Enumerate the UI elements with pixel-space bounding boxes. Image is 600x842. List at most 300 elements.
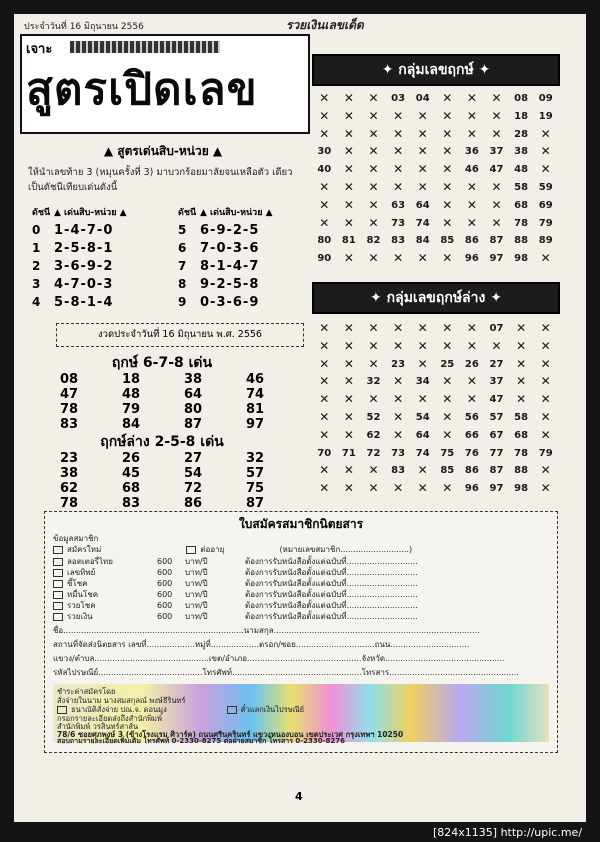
crossed-out-number: ✕ [393,144,404,159]
crossed-out-number: ✕ [343,481,354,496]
table-number: 78 [59,402,79,417]
crossed-out-number: ✕ [343,321,354,335]
crossed-out-number: ✕ [540,251,551,266]
crossed-out-number: ✕ [393,321,404,335]
grid-number: 66 [464,429,479,441]
crossed-out-number: ✕ [466,126,477,141]
title-kicker: เจาะ [26,42,53,57]
formula-index: 1 [32,241,41,255]
page-number: 4 [295,790,303,803]
crossed-out-number: ✕ [393,179,404,194]
payment-section [53,684,549,745]
crossed-out-number: ✕ [442,126,453,141]
crossed-out-number: ✕ [466,91,477,105]
crossed-out-number: ✕ [540,392,551,407]
grid-number: 40 [317,164,332,176]
formula-value: 2-5-8-1 [54,240,114,256]
fill-note: กรอกรายละเอียดส่งถึงสำนักพิมพ์ [57,714,162,723]
value-header: ▲ เด่นสิบ-หน่วย ▲ [54,208,127,218]
crossed-out-number: ✕ [368,321,379,335]
start-issue-note: ต้องการรับหนังสือตั้งแต่ฉบับที่............................ [245,568,418,577]
grid-number: 28 [514,128,529,140]
magazine-checkbox[interactable] [53,580,63,588]
grid-number: 54 [415,411,430,423]
crossed-out-number: ✕ [319,409,330,424]
formula-row [32,257,168,275]
new-member-checkbox[interactable] [53,546,63,554]
upper-number-table [38,352,286,432]
grid-number: 47 [489,164,504,176]
formula-index: 9 [178,295,187,309]
grid-number: 68 [514,199,529,211]
grid-number: 88 [514,235,529,247]
crossed-out-number: ✕ [540,144,551,159]
title-box [20,34,310,134]
formula-value: 4-7-0-3 [54,276,114,292]
table-number: 45 [121,466,141,481]
grid-number: 30 [317,146,332,158]
grid-number: 23 [391,358,406,370]
crossed-out-number: ✕ [368,338,379,353]
grid-number: 98 [514,253,529,265]
crossed-out-number: ✕ [393,251,404,266]
district-field[interactable]: แขวง/ตำบล.............................................เขต/อำเภอ.............................................จังหวัด............................................... [53,654,505,663]
crossed-out-number: ✕ [368,108,379,123]
magazine-checkbox[interactable] [53,591,63,599]
crossed-out-number: ✕ [393,374,404,389]
table-number: 38 [183,372,203,387]
grid-number: 32 [366,376,381,388]
table-number: 62 [59,481,79,496]
crossed-out-number: ✕ [516,374,527,389]
grid-number: 96 [464,253,479,265]
table-number: 47 [59,387,79,402]
grid-number: 71 [341,447,356,459]
formula-index: 5 [178,223,187,237]
price-unit: บาท/ปี [185,579,208,588]
grid-number: 52 [366,411,381,423]
price-unit: บาท/ปี [185,568,208,577]
renew-checkbox[interactable] [186,546,196,554]
table-number: 18 [121,372,141,387]
grid-number: 58 [514,411,529,423]
member-number-field[interactable]: (หมายเลขสมาชิก...........................) [279,545,413,554]
table-number: 48 [121,387,141,402]
crossed-out-number: ✕ [540,427,551,442]
crossed-out-number: ✕ [319,463,330,478]
crossed-out-number: ✕ [368,197,379,212]
magazine-name: ลอตเตอรี่ไทย [67,557,113,566]
upper-number-grid [312,90,558,268]
formula-row [32,221,168,239]
lower-number-grid [312,320,558,498]
crossed-out-number: ✕ [540,356,551,371]
grid-number: 80 [317,235,332,247]
crossed-out-number: ✕ [466,392,477,407]
crossed-out-number: ✕ [343,427,354,442]
formula-row [178,275,314,293]
magazine-page [14,14,586,822]
pay-method-2: ตั๋วแลกเงินไปรษณีย์ [240,705,305,714]
table-number: 38 [59,466,79,481]
formula-column-right [178,203,314,311]
grid-number: 86 [464,465,479,477]
table-number: 97 [245,417,265,432]
crossed-out-number: ✕ [319,197,330,212]
crossed-out-number: ✕ [442,91,453,105]
crossed-out-number: ✕ [417,251,428,266]
crossed-out-number: ✕ [540,374,551,389]
crossed-out-number: ✕ [319,215,330,230]
index-header: ดัชนี [32,208,51,218]
member-info-label: ข้อมูลสมาชิก [53,534,99,543]
crossed-out-number: ✕ [516,321,527,335]
start-issue-note: ต้องการรับหนังสือตั้งแต่ฉบับที่............................ [245,590,418,599]
crossed-out-number: ✕ [466,179,477,194]
pay-to: สั่งจ่ายในนาม นางสมสกุลณ์ พงษ์ธีรินทร์ [57,696,186,705]
magazine-price: 600 [157,601,173,610]
formula-column-left [32,203,168,311]
crossed-out-number: ✕ [540,162,551,177]
crossed-out-number: ✕ [417,108,428,123]
crossed-out-number: ✕ [368,144,379,159]
crossed-out-number: ✕ [368,392,379,407]
crossed-out-number: ✕ [442,215,453,230]
crossed-out-number: ✕ [319,481,330,496]
crossed-out-number: ✕ [343,197,354,212]
grid-number: 25 [440,358,455,370]
crossed-out-number: ✕ [343,251,354,266]
magazine-name: ชี้โชค [67,579,88,588]
grid-number: 85 [440,465,455,477]
crossed-out-number: ✕ [343,108,354,123]
grid-number: 09 [538,93,553,104]
crossed-out-number: ✕ [466,321,477,335]
grid-number: 48 [514,164,529,176]
crossed-out-number: ✕ [319,338,330,353]
grid-number: 57 [489,411,504,423]
crossed-out-number: ✕ [417,126,428,141]
crossed-out-number: ✕ [368,481,379,496]
formula-index: 8 [178,277,187,291]
kicker-decoration [70,41,220,53]
crossed-out-number: ✕ [343,409,354,424]
grid-number: 38 [514,146,529,158]
crossed-out-number: ✕ [393,427,404,442]
start-issue-note: ต้องการรับหนังสือตั้งแต่ฉบับที่............................ [245,612,418,621]
crossed-out-number: ✕ [393,481,404,496]
crossed-out-number: ✕ [417,356,428,371]
crossed-out-number: ✕ [417,463,428,478]
magazine-price: 600 [157,557,173,566]
crossed-out-number: ✕ [368,126,379,141]
grid-number: 64 [415,199,430,211]
postal-note-checkbox[interactable] [227,706,237,714]
grid-number: 19 [538,110,553,122]
formula-row [178,257,314,275]
grid-number: 82 [366,235,381,247]
crossed-out-number: ✕ [540,481,551,496]
formula-value: 7-0-3-6 [200,240,260,256]
grid-number: 79 [538,447,553,459]
crossed-out-number: ✕ [417,481,428,496]
crossed-out-number: ✕ [319,91,330,105]
formula-index: 0 [32,223,41,237]
magazine-checkbox[interactable] [53,558,63,566]
grid-number: 34 [415,376,430,388]
formula-heading: ▲ สูตรเด่นสิบ-หน่วย ▲ [103,144,223,158]
grid-number: 36 [464,146,479,158]
grid-number: 98 [514,483,529,495]
page-header [24,16,576,32]
grid-number: 74 [415,447,430,459]
grid-number: 79 [538,217,553,229]
new-member-label: สมัครใหม่ [67,545,102,554]
crossed-out-number: ✕ [442,392,453,407]
grid-number: 89 [538,235,553,247]
crossed-out-number: ✕ [466,197,477,212]
grid-number: 46 [464,164,479,176]
crossed-out-number: ✕ [393,108,404,123]
formula-value: 8-1-4-7 [200,258,260,274]
formula-value: 6-9-2-5 [200,222,260,238]
crossed-out-number: ✕ [343,126,354,141]
watermark: [824x1135] http://upic.me/ [433,826,583,839]
crossed-out-number: ✕ [343,374,354,389]
grid-number: 70 [317,447,332,459]
grid-number: 96 [464,483,479,495]
table-number: 08 [59,372,79,387]
table-number: 26 [121,451,141,466]
start-issue-note: ต้องการรับหนังสือตั้งแต่ฉบับที่............................ [245,601,418,610]
crossed-out-number: ✕ [393,338,404,353]
magazine-price: 600 [157,590,173,599]
grid-number: 58 [514,181,529,193]
crossed-out-number: ✕ [417,162,428,177]
crossed-out-number: ✕ [491,215,502,230]
lower-group-banner: ✦ กลุ่มเลขฤกษ์ล่าง ✦ [312,282,560,314]
table-number: 81 [245,402,265,417]
grid-number: 56 [464,411,479,423]
formula-value: 1-4-7-0 [54,222,114,238]
crossed-out-number: ✕ [343,162,354,177]
crossed-out-number: ✕ [417,144,428,159]
grid-number: 97 [489,483,504,495]
table-number: 64 [183,387,203,402]
table-number: 72 [183,481,203,496]
table-number: 23 [59,451,79,466]
form-title: ใบสมัครสมาชิกนิตยสาร [238,517,364,531]
crossed-out-number: ✕ [417,179,428,194]
formula-row [32,293,168,311]
grid-number: 85 [440,235,455,247]
formula-index: 4 [32,295,41,309]
crossed-out-number: ✕ [368,215,379,230]
grid-number: 73 [391,447,406,459]
crossed-out-number: ✕ [491,179,502,194]
magazine-checkbox[interactable] [53,602,63,610]
crossed-out-number: ✕ [491,126,502,141]
crossed-out-number: ✕ [343,215,354,230]
crossed-out-number: ✕ [442,179,453,194]
table-number: 80 [183,402,203,417]
crossed-out-number: ✕ [417,321,428,335]
crossed-out-number: ✕ [319,126,330,141]
crossed-out-number: ✕ [540,409,551,424]
table-number: 75 [245,481,265,496]
formula-section [20,134,306,311]
crossed-out-number: ✕ [343,338,354,353]
magazine-price: 600 [157,568,173,577]
magazine-name: รวยโชค [67,601,96,610]
name-field[interactable]: ชื่อ.......................................................................นามสกุล................................................................................. [53,626,480,635]
index-header: ดัชนี [178,208,197,218]
crossed-out-number: ✕ [319,427,330,442]
publisher-name: สำนักพิมพ์ วรสินทร์สาส์น [57,722,139,731]
crossed-out-number: ✕ [516,356,527,371]
grid-number: 77 [489,447,504,459]
grid-number: 74 [415,217,430,229]
grid-number: 37 [489,146,504,158]
magazine-checkbox[interactable] [53,569,63,577]
table-number: 87 [183,417,203,432]
crossed-out-number: ✕ [319,321,330,335]
magazine-name: รวยเงินเลขเด็ด [286,18,364,32]
crossed-out-number: ✕ [319,108,330,123]
contact-line: สอบถามรายละเอียดเพิ่มเติม โทรศัพท์ 0-2330-8275 ต่อฝ่ายสมาชิก โทรสาร 0-2330-8276 [57,737,346,745]
formula-row [178,239,314,257]
price-unit: บาท/ปี [185,612,208,621]
grid-number: 67 [489,429,504,441]
formula-index: 2 [32,259,41,273]
crossed-out-number: ✕ [442,197,453,212]
grid-number: 90 [317,253,332,265]
formula-value: 9-2-5-8 [200,276,260,292]
price-unit: บาท/ปี [185,557,208,566]
crossed-out-number: ✕ [343,356,354,371]
magazine-name: รวยเงิน [67,612,93,621]
magazine-checkbox[interactable] [53,613,63,621]
table-number: 86 [183,496,203,511]
formula-row [32,239,168,257]
start-issue-note: ต้องการรับหนังสือตั้งแต่ฉบับที่............................ [245,557,418,566]
lower-number-table [38,431,286,511]
grid-number: 68 [514,429,529,441]
price-unit: บาท/ปี [185,590,208,599]
table-number: 68 [121,481,141,496]
draw-date-box: งวดประจำวันที่ 16 มิถุนายน พ.ศ. 2556 [56,323,304,347]
pay-title: ชำระค่าสมัครโดย [57,687,116,696]
grid-number: 78 [514,217,529,229]
formula-row [32,275,168,293]
magazine-price: 600 [157,612,173,621]
grid-number: 86 [464,235,479,247]
table-number: 78 [59,496,79,511]
table-number: 32 [245,451,265,466]
grid-number: 62 [366,429,381,441]
magazine-name: เลขทิพย์ [67,568,96,577]
grid-number: 63 [391,199,406,211]
crossed-out-number: ✕ [368,91,379,105]
crossed-out-number: ✕ [442,481,453,496]
grid-number: 72 [366,447,381,459]
address-field[interactable]: สถานที่จัดส่งนิตยสาร เลขที่...................หมู่ที่...................ตรอก/ซอย...............................ถนน............................... [53,640,470,649]
table-number: 83 [121,496,141,511]
table-number: 87 [245,496,265,511]
grid-number: 08 [514,93,529,104]
crossed-out-number: ✕ [540,126,551,141]
crossed-out-number: ✕ [319,392,330,407]
grid-number: 87 [489,465,504,477]
formula-value: 5-8-1-4 [54,294,114,310]
grid-number: 18 [514,110,529,122]
crossed-out-number: ✕ [343,392,354,407]
crossed-out-number: ✕ [393,409,404,424]
grid-number: 81 [341,235,356,247]
crossed-out-number: ✕ [491,108,502,123]
crossed-out-number: ✕ [319,374,330,389]
value-header: ▲ เด่นสิบ-หน่วย ▲ [200,208,273,218]
table-number: 74 [245,387,265,402]
grid-number: 47 [489,394,504,406]
grid-number: 27 [489,358,504,370]
formula-index: 3 [32,277,41,291]
crossed-out-number: ✕ [442,162,453,177]
crossed-out-number: ✕ [343,91,354,105]
lower-table-grid [38,451,286,511]
crossed-out-number: ✕ [343,463,354,478]
crossed-out-number: ✕ [442,144,453,159]
crossed-out-number: ✕ [540,463,551,478]
grid-number: 78 [514,447,529,459]
crossed-out-number: ✕ [466,338,477,353]
page-title: สูตรเปิดเลข [26,64,258,115]
crossed-out-number: ✕ [393,392,404,407]
crossed-out-number: ✕ [393,126,404,141]
crossed-out-number: ✕ [343,144,354,159]
crossed-out-number: ✕ [442,338,453,353]
crossed-out-number: ✕ [540,338,551,353]
table-number: 84 [121,417,141,432]
crossed-out-number: ✕ [491,91,502,105]
grid-number: 84 [415,235,430,247]
formula-row [178,293,314,311]
postal-field[interactable]: รหัสไปรษณีย์.........................................โทรศัพท์...................................................โทรสาร................................................... [53,668,519,677]
crossed-out-number: ✕ [466,108,477,123]
magazine-name: หมื่นโชค [67,590,99,599]
grid-number: 69 [538,199,553,211]
grid-number: 76 [464,447,479,459]
upper-table-grid [38,372,286,432]
formula-description: ให้นำเลขท้าย 3 (หมุนครั้งที่ 3) มาบวกร้อยมาลัยจนเหลือตัว เดียวเป็นดัชนีเทียบเด่นดังนี้ [28,167,293,193]
subscription-form [44,511,558,753]
crossed-out-number: ✕ [516,392,527,407]
crossed-out-number: ✕ [442,108,453,123]
grid-number: 75 [440,447,455,459]
table-number: 83 [59,417,79,432]
formula-value: 0-3-6-9 [200,294,260,310]
crossed-out-number: ✕ [417,338,428,353]
table-number: 54 [183,466,203,481]
grid-number: 26 [464,358,479,370]
crossed-out-number: ✕ [466,374,477,389]
lower-table-title: ฤกษ์ล่าง 2-5-8 เด่น [100,434,224,450]
grid-number: 97 [489,253,504,265]
crossed-out-number: ✕ [393,162,404,177]
price-unit: บาท/ปี [185,601,208,610]
formula-value: 3-6-9-2 [54,258,114,274]
formula-row [178,221,314,239]
